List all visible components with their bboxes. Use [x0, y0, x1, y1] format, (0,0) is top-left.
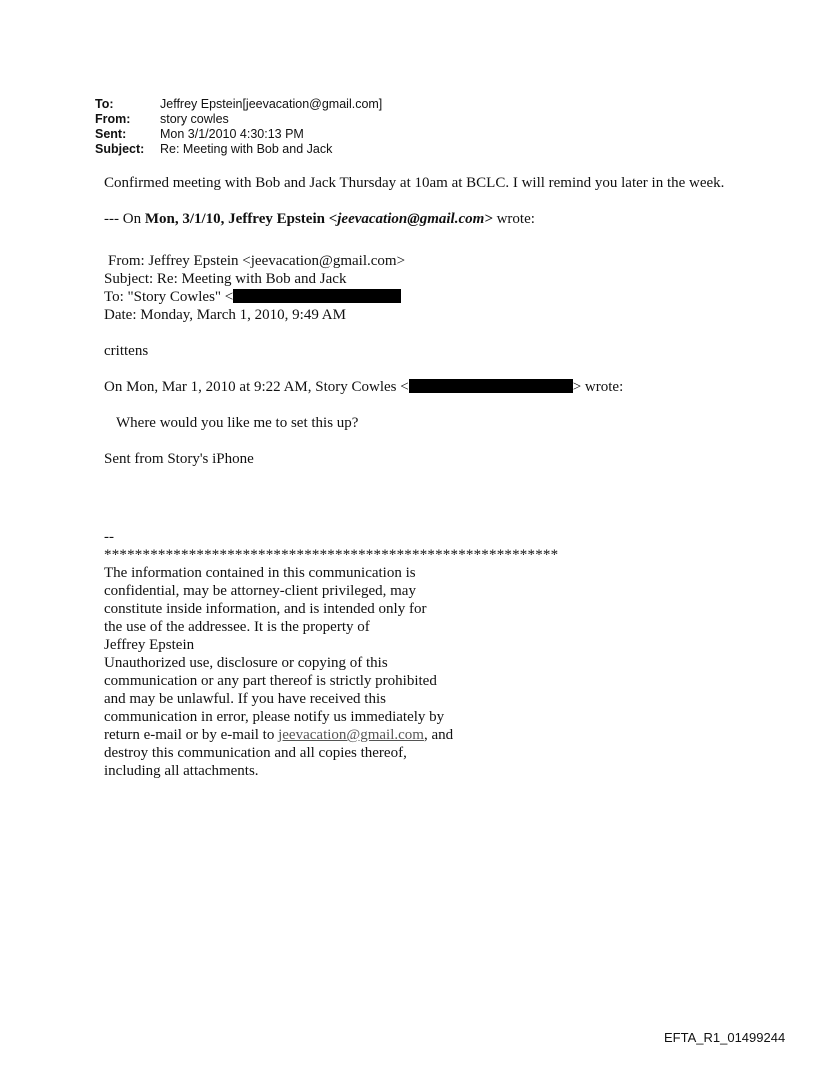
- sent-label: Sent:: [95, 127, 127, 141]
- disclaimer-line: The information contained in this communication is: [104, 565, 416, 581]
- disclaimer-line: Jeffrey Epstein: [104, 637, 195, 653]
- email-header: [95, 97, 382, 157]
- disclaimer-line: Unauthorized use, disclosure or copying of this: [104, 655, 388, 671]
- email-link[interactable]: jeevacation@gmail.com: [278, 727, 424, 743]
- confirm-paragraph: Confirmed meeting with Bob and Jack Thursday at 10am at BCLC. I will remind you later in the week.: [104, 175, 725, 191]
- disclaimer-line: destroy this communication and all copies thereof,: [104, 745, 407, 761]
- on-mon-line: [104, 378, 744, 396]
- quoted-date: Date: Monday, March 1, 2010, 9:49 AM: [104, 307, 346, 323]
- email-body: [104, 174, 744, 780]
- quoted-subject: Subject: Re: Meeting with Bob and Jack: [104, 271, 347, 287]
- redaction-block: [233, 289, 401, 303]
- subject-label: Subject:: [95, 142, 145, 156]
- wrote-prefix: --- On: [104, 211, 145, 227]
- header-from-row: [95, 112, 382, 127]
- disclaimer-line: communication in error, please notify us immediately by: [104, 709, 445, 725]
- wrote-suffix: wrote:: [492, 211, 535, 227]
- disclaimer-line: constitute inside information, and is intended only for: [104, 601, 427, 617]
- to-label: To:: [95, 97, 114, 111]
- disclaimer-line: the use of the addressee. It is the property of: [104, 619, 370, 635]
- on-mon-suffix: > wrote:: [572, 379, 624, 395]
- disclaimer: [104, 528, 744, 780]
- crittens-text: crittens: [104, 343, 149, 359]
- sent-from-text: Sent from Story's iPhone: [104, 451, 254, 467]
- subject-value: Re: Meeting with Bob and Jack: [160, 142, 333, 156]
- header-sent-row: [95, 127, 382, 142]
- signature-stars: ***********************************************************: [104, 547, 559, 563]
- quoted-to-line: [104, 288, 744, 306]
- from-value: story cowles: [160, 112, 229, 126]
- from-label: From:: [95, 112, 131, 126]
- header-to-row: [95, 97, 382, 112]
- on-mon-prefix: On Mon, Mar 1, 2010 at 9:22 AM, Story Cowles <: [104, 379, 409, 395]
- signature-dashes: --: [104, 529, 114, 545]
- quoted-from: From: Jeffrey Epstein <jeevacation@gmail.com>: [108, 253, 406, 269]
- disclaimer-line: including all attachments.: [104, 763, 259, 779]
- return-prefix: return e-mail or by e-mail to: [104, 727, 279, 743]
- disclaimer-return-line: [104, 726, 744, 744]
- disclaimer-line: and may be unlawful. If you have received this: [104, 691, 386, 707]
- to-value: Jeffrey Epstein[jeevacation@gmail.com]: [160, 97, 383, 111]
- wrote-email: <jeevacation@gmail.com>: [328, 211, 493, 227]
- quoted-header: [104, 252, 744, 324]
- return-suffix: , and: [423, 727, 454, 743]
- quoted-to: To: "Story Cowles" <: [104, 289, 234, 305]
- disclaimer-line: confidential, may be attorney-client privileged, may: [104, 583, 416, 599]
- document-id: EFTA_R1_01499244: [664, 1030, 786, 1045]
- redaction-block: [409, 379, 573, 393]
- wrote-date: Mon, 3/1/10, Jeffrey Epstein: [144, 211, 329, 227]
- wrote-line: [104, 210, 744, 228]
- sent-value: Mon 3/1/2010 4:30:13 PM: [160, 127, 304, 141]
- header-subject-row: [95, 142, 382, 157]
- disclaimer-line: communication or any part thereof is strictly prohibited: [104, 673, 437, 689]
- where-text: Where would you like me to set this up?: [116, 415, 359, 431]
